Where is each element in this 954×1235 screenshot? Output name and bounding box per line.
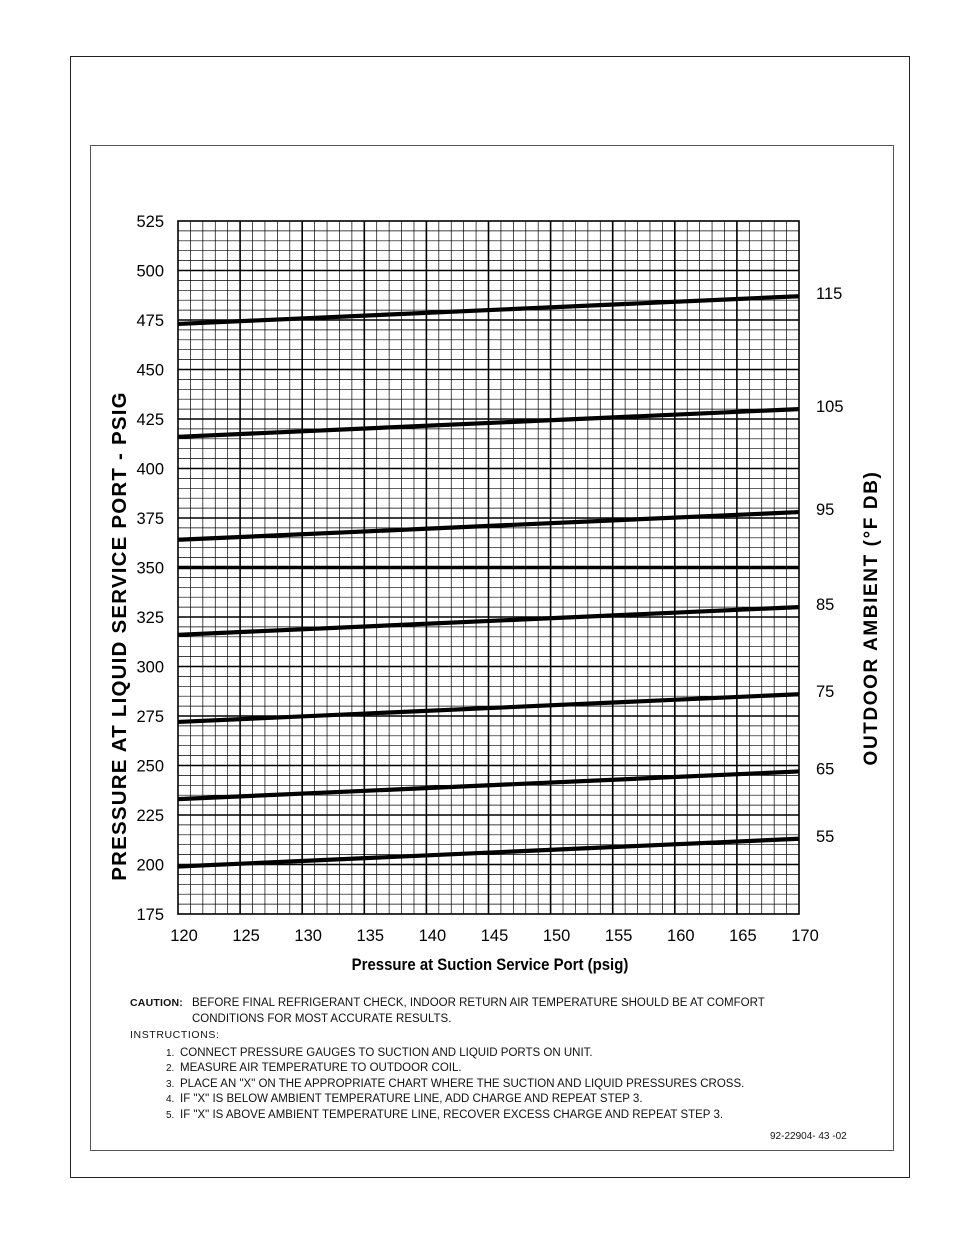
x-tick-label: 135	[356, 927, 385, 945]
y-tick-label: 400	[136, 460, 164, 479]
x-tick-label: 145	[480, 927, 509, 945]
step-text: CONNECT PRESSURE GAUGES TO SUCTION AND LIQUID PORTS ON UNIT.	[180, 1046, 593, 1059]
series-label-65: 65	[816, 760, 835, 779]
y-tick-label: 275	[136, 708, 164, 726]
y-tick-label: 350	[136, 559, 164, 578]
x-tick-label: 165	[729, 927, 757, 945]
x-tick-label: 125	[232, 927, 260, 945]
series-label-95: 95	[816, 501, 835, 520]
step-text: PLACE AN "X" ON THE APPROPRIATE CHART WHERE THE SUCTION AND LIQUID PRESSURES CROSS.	[180, 1077, 745, 1090]
step-number: 3.	[166, 1078, 175, 1090]
instruction-step	[166, 1077, 830, 1093]
y-tick-label: 450	[136, 361, 164, 380]
series-label-115: 115	[816, 285, 843, 304]
caution-text-line-1: BEFORE FINAL REFRIGERANT CHECK, INDOOR RETURN AIR TEMPERATURE SHOULD BE AT COMFORT	[192, 997, 765, 1009]
y-tick-label: 300	[136, 658, 164, 677]
y-tick-label: 525	[136, 213, 164, 231]
instructions-heading: INSTRUCTIONS:	[130, 1029, 220, 1041]
step-number: 5.	[166, 1109, 175, 1121]
y-tick-label: 500	[136, 262, 164, 281]
x-axis-label: Pressure at Suction Service Port (psig)	[351, 956, 629, 975]
step-number: 4.	[166, 1094, 175, 1105]
instruction-step	[166, 1108, 830, 1124]
x-tick-label: 120	[170, 927, 198, 945]
y-tick-label: 325	[136, 609, 164, 627]
x-tick-label: 130	[294, 927, 322, 945]
series-label-105: 105	[816, 398, 844, 417]
caution-label: CAUTION:	[130, 997, 183, 1009]
y-tick-label: 250	[136, 757, 164, 776]
x-tick-label: 140	[418, 927, 447, 945]
series-label-55: 55	[816, 827, 835, 846]
instruction-step	[166, 1092, 830, 1108]
step-number: 1.	[166, 1047, 175, 1059]
step-text: IF "X" IS BELOW AMBIENT TEMPERATURE LINE, ADD CHARGE AND REPEAT STEP 3.	[180, 1093, 643, 1105]
right-axis-label: OUTDOOR AMBIENT (°F DB)	[861, 470, 882, 766]
caution-note	[130, 996, 830, 1027]
x-tick-label: 160	[667, 927, 695, 945]
y-tick-label: 225	[136, 807, 164, 825]
part-number: 92-22904- 43 -02	[770, 1131, 847, 1142]
instruction-step	[166, 1061, 830, 1077]
x-tick-label: 170	[791, 927, 819, 945]
instructions-list	[166, 1046, 830, 1124]
caution-text-line-2: CONDITIONS FOR MOST ACCURATE RESULTS.	[192, 1012, 452, 1025]
y-tick-label: 425	[136, 411, 164, 429]
y-tick-label: 475	[136, 312, 164, 330]
instruction-step	[166, 1046, 830, 1062]
step-number: 2.	[166, 1063, 175, 1074]
x-tick-label: 150	[542, 927, 571, 945]
series-label-85: 85	[816, 596, 835, 615]
step-text: IF "X" IS ABOVE AMBIENT TEMPERATURE LINE, RECOVER EXCESS CHARGE AND REPEAT STEP 3.	[180, 1108, 724, 1121]
y-tick-label: 175	[136, 906, 164, 924]
y-tick-label: 200	[136, 856, 164, 875]
y-axis-label: PRESSURE AT LIQUID SERVICE PORT - PSIG	[108, 391, 131, 881]
x-tick-label: 155	[604, 927, 633, 945]
notes-block	[130, 996, 830, 1123]
step-text: MEASURE AIR TEMPERATURE TO OUTDOOR COIL.	[180, 1062, 462, 1074]
y-tick-label: 375	[136, 510, 164, 528]
series-label-75: 75	[816, 683, 835, 702]
